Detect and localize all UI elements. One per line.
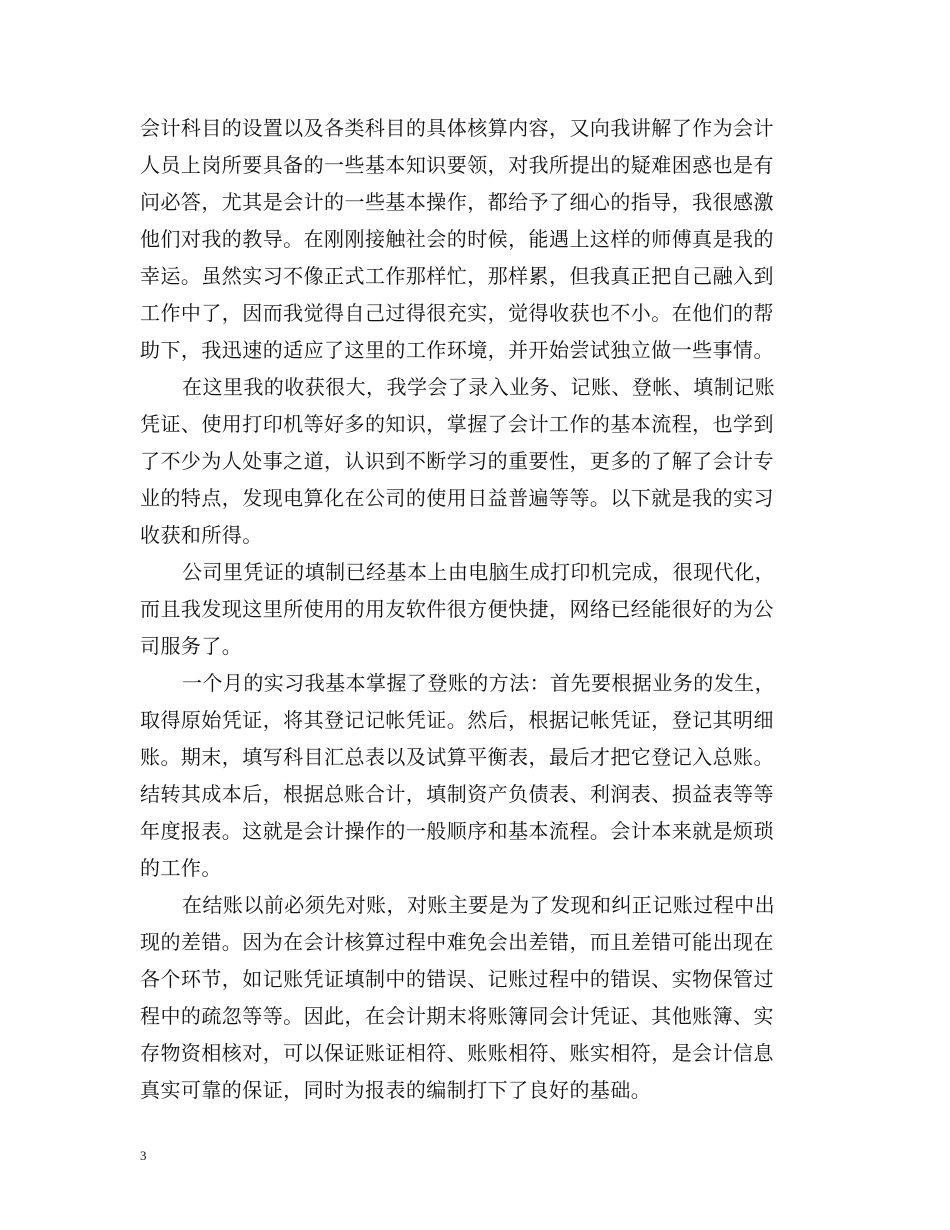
paragraph-first-line: 在这里我的收获很大，我学会了录入业务、记账、登帐、填制记账 bbox=[182, 375, 776, 399]
page-number: 3 bbox=[140, 1148, 147, 1163]
text-line: 幸运。虽然实习不像正式工作那样忙，那样累，但我真正把自己融入到 bbox=[140, 264, 774, 288]
body-text bbox=[140, 110, 814, 1109]
text-line: 会计科目的设置以及各类科目的具体核算内容，又向我讲解了作为会计 bbox=[140, 116, 774, 140]
text-line: 助下，我迅速的适应了这里的工作环境，并开始尝试独立做一些事情。 bbox=[140, 338, 774, 362]
text-line: 他们对我的教导。在刚刚接触社会的时候，能遇上这样的师傅真是我的 bbox=[140, 227, 774, 251]
text-line: 收获和所得。 bbox=[140, 523, 263, 547]
text-line: 人员上岗所要具备的一些基本知识要领，对我所提出的疑难困惑也是有 bbox=[140, 153, 774, 177]
text-line: 年度报表。这就是会计操作的一般顺序和基本流程。会计本来就是烦琐 bbox=[140, 819, 774, 843]
text-line: 司服务了。 bbox=[140, 634, 243, 658]
text-line: 各个环节，如记账凭证填制中的错误、记账过程中的错误、实物保管过 bbox=[140, 967, 774, 991]
paragraph-first-line: 一个月的实习我基本掌握了登账的方法：首先要根据业务的发生， bbox=[182, 671, 776, 695]
text-line: 真实可靠的保证，同时为报表的编制打下了良好的基础。 bbox=[140, 1078, 652, 1102]
text-line: 结转其成本后，根据总账合计，填制资产负债表、利润表、损益表等等 bbox=[140, 782, 774, 806]
paragraph-first-line: 公司里凭证的填制已经基本上由电脑生成打印机完成，很现代化， bbox=[182, 560, 776, 584]
paragraph-first-line: 在结账以前必须先对账，对账主要是为了发现和纠正记账过程中出 bbox=[182, 893, 776, 917]
text-line: 凭证、使用打印机等好多的知识，掌握了会计工作的基本流程，也学到 bbox=[140, 412, 774, 436]
text-line: 业的特点，发现电算化在公司的使用日益普遍等等。以下就是我的实习 bbox=[140, 486, 774, 510]
text-line: 的工作。 bbox=[140, 856, 222, 880]
text-line: 账。期末，填写科目汇总表以及试算平衡表，最后才把它登记入总账。 bbox=[140, 745, 774, 769]
text-line: 了不少为人处事之道，认识到不断学习的重要性，更多的了解了会计专 bbox=[140, 449, 774, 473]
text-line: 存物资相核对，可以保证账证相符、账账相符、账实相符，是会计信息 bbox=[140, 1041, 774, 1065]
text-line: 现的差错。因为在会计核算过程中难免会出差错，而且差错可能出现在 bbox=[140, 930, 774, 954]
text-line: 工作中了，因而我觉得自己过得很充实，觉得收获也不小。在他们的帮 bbox=[140, 301, 774, 325]
text-line: 程中的疏忽等等。因此，在会计期末将账簿同会计凭证、其他账簿、实 bbox=[140, 1004, 774, 1028]
text-line: 取得原始凭证，将其登记记帐凭证。然后，根据记帐凭证，登记其明细 bbox=[140, 708, 774, 732]
text-line: 而且我发现这里所使用的用友软件很方便快捷，网络已经能很好的为公 bbox=[140, 597, 774, 621]
text-line: 问必答，尤其是会计的一些基本操作，都给予了细心的指导，我很感激 bbox=[140, 190, 774, 214]
